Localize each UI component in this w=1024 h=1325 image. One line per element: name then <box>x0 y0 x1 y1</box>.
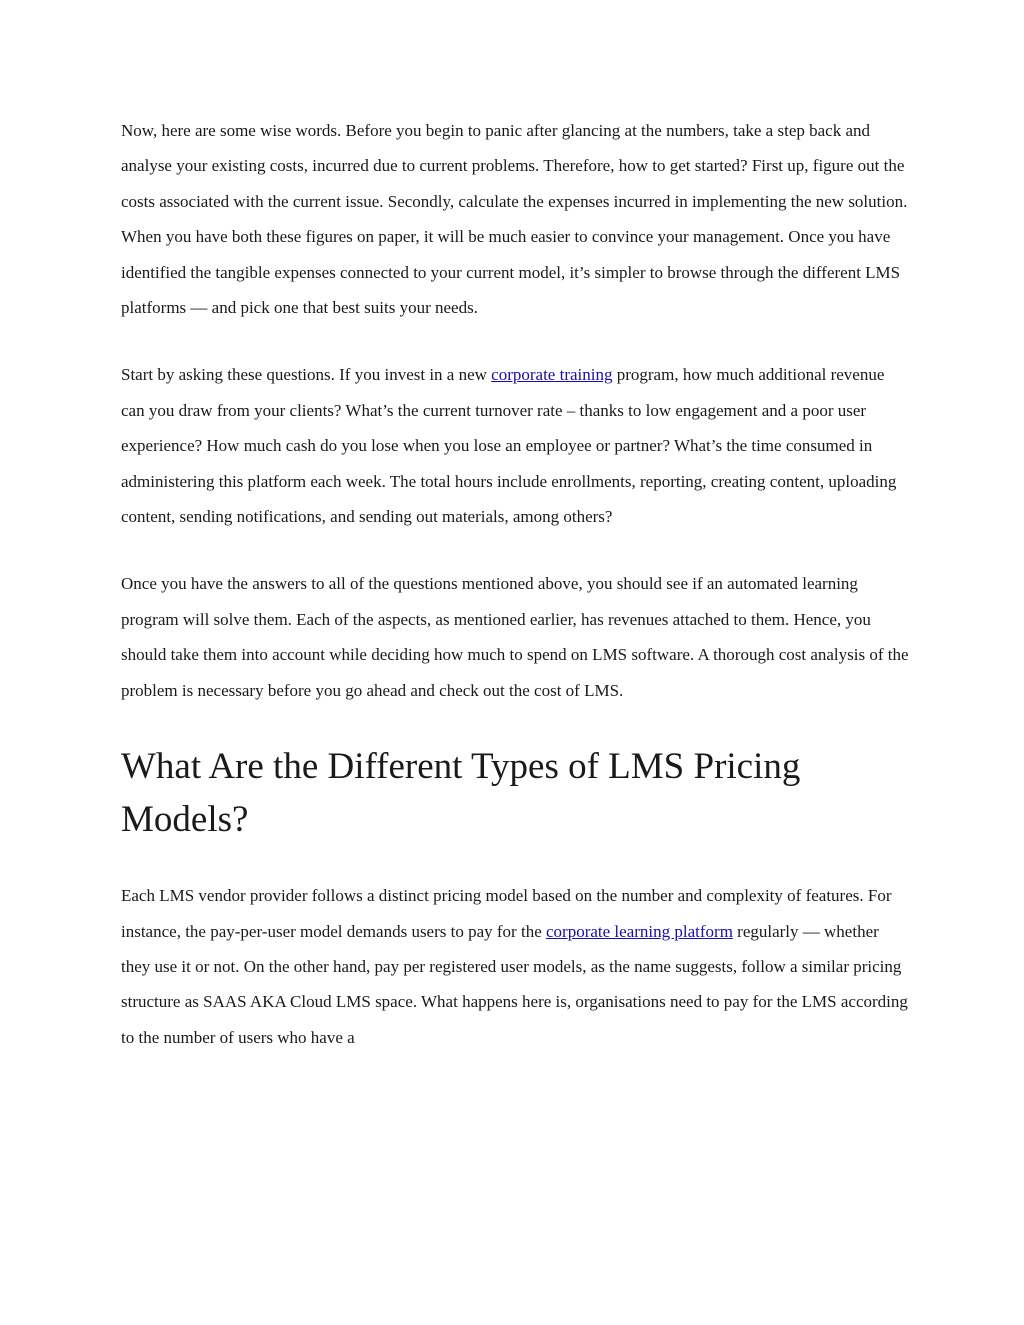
paragraph-text: Start by asking these questions. If you invest in a new <box>121 365 492 385</box>
paragraph-text: Each LMS vendor provider follows a distinct pricing model based on the number and complexity of features. For instance, the pay-per-user model demands users to pay for the <box>121 886 892 941</box>
section-heading: What Are the Different Types of LMS Pricing Models? <box>121 746 801 841</box>
paragraph-text: regularly — whether they use it or not. On the other hand, pay per registered user models, as the name suggests, follow a similar pricing structure as SAAS AKA Cloud LMS space. What happens here is, organisations need to pay for the LMS according to the number of users who have a <box>121 921 908 1047</box>
corporate-training-link[interactable]: corporate training <box>491 365 613 385</box>
paragraph-text: program, how much additional revenue can you draw from your clients? What’s the current turnover rate – thanks to low engagement and a poor user experience? How much cash do you lose when you lose an employee or partner? What’s the time consumed in administering this platform each week. The total hours include enrollments, reporting, creating content, uploading content, sending notifications, and sending out materials, among others? <box>121 365 897 527</box>
article-body <box>121 113 911 1055</box>
paragraph-cost-analysis: Now, here are some wise words. Before you begin to panic after glancing at the numbers, take a step back and analyse your existing costs, incurred due to current problems. Therefore, how to get started? First up, figure out the costs associated with the current issue. Secondly, calculate the expenses incurred in implementing the new solution. When you have both these figures on paper, it will be much easier to convince your management. Once you have identified the tangible expenses connected to your current model, it’s simpler to browse through the different LMS platforms — and pick one that best suits your needs. <box>121 121 908 318</box>
paragraph-pricing-models <box>121 878 911 1055</box>
paragraph-automated-learning: Once you have the answers to all of the questions mentioned above, you should see if an automated learning program will solve them. Each of the aspects, as mentioned earlier, has revenues attached to them. Hence, you should take them into account while deciding how much to spend on LMS software. A thorough cost analysis of the problem is necessary before you go ahead and check out the cost of LMS. <box>121 574 909 700</box>
paragraph-questions <box>121 357 911 534</box>
corporate-learning-platform-link[interactable]: corporate learning platform <box>546 921 733 941</box>
